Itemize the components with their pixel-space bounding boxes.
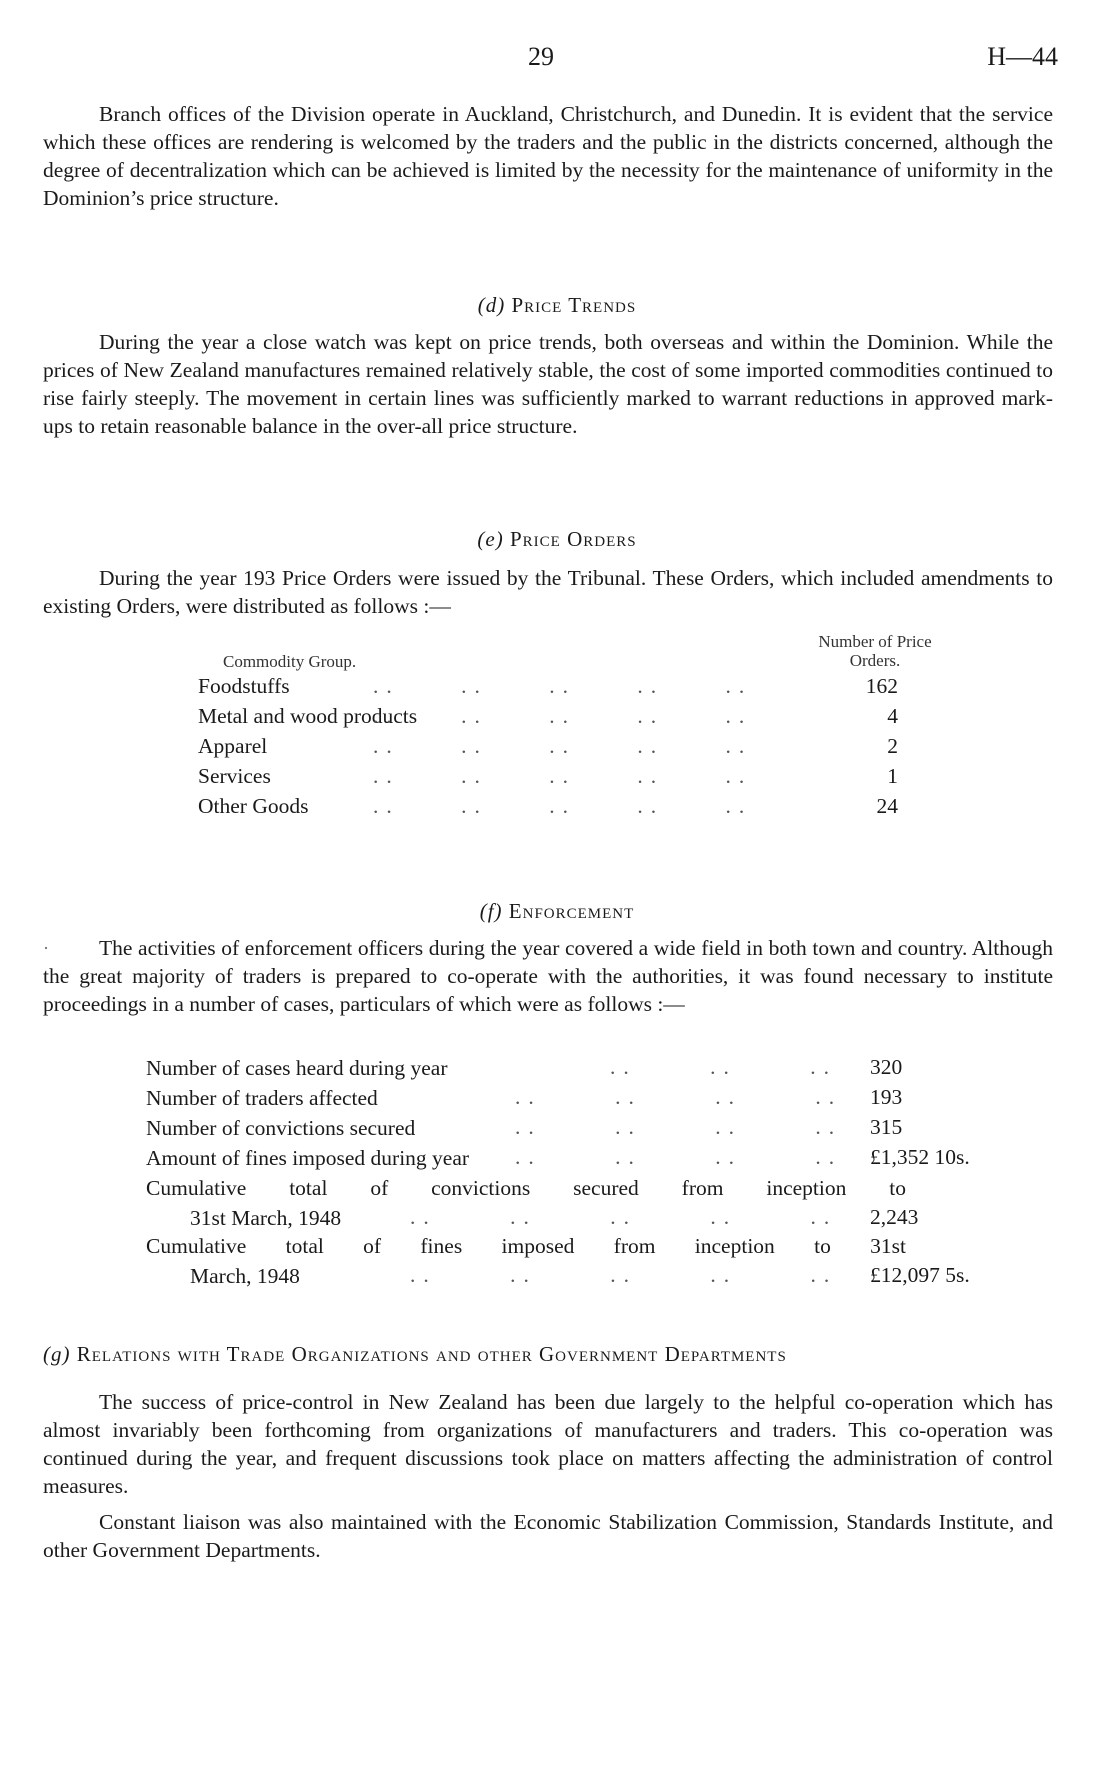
enforcement-item-label: Number of traders affected bbox=[146, 1086, 378, 1110]
enforcement-item-value: 320 bbox=[870, 1055, 903, 1079]
table-row bbox=[198, 701, 898, 731]
section-f-body bbox=[43, 934, 1053, 1018]
order-count-cell: 4 bbox=[887, 703, 898, 728]
leader-dots: .. .. .. bbox=[610, 1055, 837, 1079]
enforcement-item-label: Number of cases heard during year bbox=[146, 1056, 448, 1080]
leader-dots: .. .. .. .. .. bbox=[373, 673, 753, 698]
leader-dots: .. .. .. .. .. bbox=[373, 733, 753, 758]
section-f-heading bbox=[0, 899, 1114, 924]
order-count-cell: 2 bbox=[887, 733, 898, 758]
enforcement-item-value: 193 bbox=[870, 1085, 903, 1109]
table-row bbox=[198, 791, 898, 821]
section-d-paragraph: During the year a close watch was kept on price trends, both overseas and within the Dominion. While the prices of New Zealand manufactures remained relatively stable, the cost of some imported commodities continued to rise fairly steeply. The movement in certain lines was sufficiently marked to warrant reductions in approved mark-ups to retain reasonable balance in the over-all price structure. bbox=[43, 330, 1053, 438]
enforcement-item-label-line1: Cumulative total of fines imposed from inception to 31st bbox=[146, 1234, 906, 1258]
commodity-group-name: Services bbox=[198, 763, 271, 788]
section-g-title: Relations with Trade Organizations and other Government Departments bbox=[76, 1342, 787, 1366]
enforcement-item-label-line2: 31st March, 1948 bbox=[190, 1206, 342, 1230]
page-number: 29 bbox=[528, 42, 554, 71]
section-f-paragraph: The activities of enforcement officers during the year covered a wide field in both town and country. Although the great majority of traders is prepared to co-operate with the authorities, it was found necessary to institute proceedings in a number of cases, particulars of which were as follows :— bbox=[43, 936, 1053, 1016]
leader-dots: .. .. .. .. .. bbox=[373, 703, 753, 728]
commodity-group-name: Other Goods bbox=[198, 793, 309, 818]
section-e-label: (e) bbox=[477, 527, 504, 551]
enforcement-item-value: 315 bbox=[870, 1115, 903, 1139]
leader-dots: .. .. .. .. .. bbox=[373, 763, 753, 788]
column-header-number-line1: Number of Price bbox=[818, 632, 932, 651]
page-code: H—44 bbox=[987, 42, 1058, 71]
enforcement-item-value: £12,097 5s. bbox=[870, 1263, 970, 1287]
section-d-title: Price Trends bbox=[511, 293, 637, 317]
column-header-number bbox=[790, 632, 960, 670]
leader-dots: .. .. .. .. .. bbox=[373, 793, 753, 818]
margin-mark: · bbox=[43, 938, 49, 958]
table-row bbox=[198, 671, 898, 701]
section-e-body bbox=[43, 564, 1053, 620]
section-e-paragraph: During the year 193 Price Orders were issued by the Tribunal. These Orders, which included amendments to existing Orders, were distributed as follows :— bbox=[43, 566, 1053, 618]
leader-dots: .. .. .. .. bbox=[515, 1115, 843, 1139]
leader-dots: .. .. .. .. bbox=[515, 1085, 843, 1109]
section-e-heading bbox=[0, 527, 1114, 552]
section-e-title: Price Orders bbox=[509, 527, 637, 551]
section-f-title: Enforcement bbox=[508, 899, 635, 923]
price-orders-table bbox=[198, 671, 898, 821]
table-row bbox=[198, 761, 898, 791]
leader-dots: .. .. .. .. .. bbox=[410, 1263, 838, 1287]
commodity-group-name: Apparel bbox=[198, 733, 268, 758]
section-d-label: (d) bbox=[477, 293, 506, 317]
column-header-number-line2: Orders. bbox=[849, 651, 901, 670]
enforcement-item-label: Number of convictions secured bbox=[146, 1116, 416, 1140]
enforcement-item-label-line1: Cumulative total of convictions secured from inception to bbox=[146, 1176, 906, 1200]
section-g-paragraph-1: The success of price-control in New Zealand has been due largely to the helpful co-operation which has almost invariably been forthcoming from organizations of manufacturers and traders. This co-operation was continued during the year, and frequent discussions took place on matters affecting the administration of control measures. bbox=[43, 1390, 1053, 1498]
enforcement-item-label: Amount of fines imposed during year bbox=[146, 1146, 470, 1170]
section-d-heading bbox=[0, 293, 1114, 318]
section-g-heading bbox=[43, 1342, 787, 1367]
section-g-body bbox=[43, 1388, 1053, 1564]
order-count-cell: 1 bbox=[887, 763, 898, 788]
commodity-group-cell bbox=[198, 761, 818, 791]
section-d-body bbox=[43, 328, 1053, 440]
enforcement-item-value: 2,243 bbox=[870, 1205, 919, 1229]
commodity-group-name: Foodstuffs bbox=[198, 673, 290, 698]
commodity-group-cell bbox=[198, 731, 818, 761]
page-header bbox=[0, 42, 1114, 82]
enforcement-item-label-line2: March, 1948 bbox=[190, 1264, 300, 1288]
section-g-paragraph-2: Constant liaison was also maintained with the Economic Stabilization Commission, Standards Institute, and other Government Departments. bbox=[43, 1510, 1053, 1562]
leader-dots: .. .. .. .. .. bbox=[410, 1205, 838, 1229]
table-row bbox=[198, 731, 898, 761]
section-g-label: (g) bbox=[43, 1342, 71, 1366]
order-count-cell: 24 bbox=[876, 793, 898, 818]
commodity-group-cell bbox=[198, 791, 818, 821]
intro-paragraph: Branch offices of the Division operate in Auckland, Christchurch, and Dunedin. It is evident that the service which these offices are rendering is welcomed by the traders and the public in the districts concerned, although the degree of decentralization which can be achieved is limited by the necessity for the maintenance of uniformity in the Dominion’s price structure. bbox=[43, 102, 1053, 210]
column-header-group: Commodity Group. bbox=[223, 652, 357, 671]
order-count-cell: 162 bbox=[865, 673, 898, 698]
enforcement-item-value: £1,352 10s. bbox=[870, 1145, 970, 1169]
commodity-group-cell bbox=[198, 701, 818, 731]
commodity-group-name: Metal and wood products bbox=[198, 703, 418, 728]
commodity-group-cell bbox=[198, 671, 818, 701]
leader-dots: .. .. .. .. bbox=[515, 1145, 843, 1169]
section-f-label: (f) bbox=[479, 899, 503, 923]
intro-section bbox=[43, 100, 1053, 212]
